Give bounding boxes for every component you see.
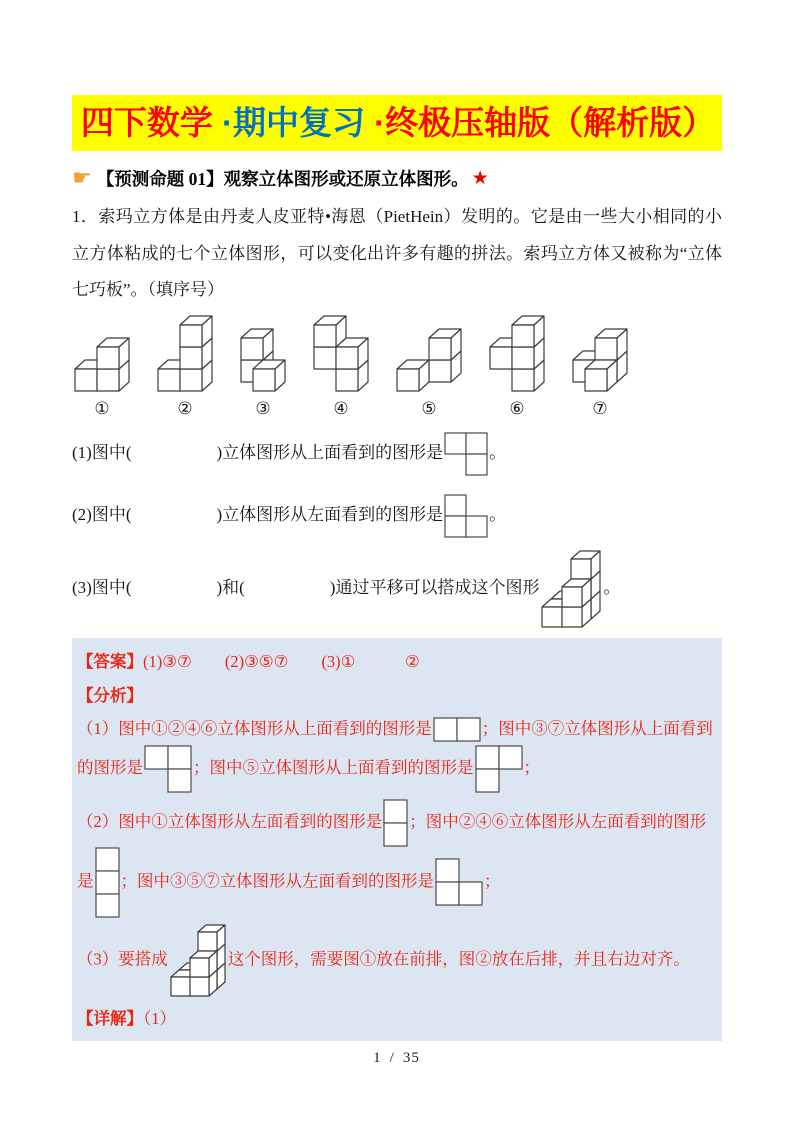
page-number: 1 [373,1050,382,1066]
view-shape [475,745,523,793]
view-shape [144,745,192,793]
text-run: ； [523,757,540,777]
title-part-midterm: ·期中复习 [222,104,375,141]
cube-figure-7 [572,328,628,397]
answer-label: 【答案】 [77,651,143,671]
figure-label-1: ① [94,398,110,419]
cube-figure-2 [157,315,213,397]
text-run: （1）图中①②④⑥立体图形从上面看到的图形是 [77,718,432,738]
text-run: (2)图中( )立体图形从左面看到的图形是 [72,504,444,524]
figure-cell-5 [396,328,462,418]
figure-label-6: ⑥ [509,398,525,419]
text-run: ；图中⑤立体图形从上面看到的图形是 [193,757,474,777]
cube-figure-4 [313,315,369,397]
text-run: 。 [489,442,507,462]
figure-label-5: ⑤ [421,398,437,419]
sub-question-2 [72,494,722,538]
detail-line [77,1005,714,1029]
text-run: 这个图形，需要图①放在前排，图②放在后排，并且右边对齐。 [227,948,690,968]
cube-figure-1 [74,337,130,397]
view-shape [433,712,481,745]
view-shape [435,858,483,906]
cube-figure [541,550,601,628]
analysis-paragraph-1 [77,712,714,793]
text-run: 。 [489,504,507,524]
pointing-finger-icon: ☛ [72,165,92,191]
figure-cell-7 [572,328,628,418]
question-intro: 1．索玛立方体是由丹麦人皮亚特•海恩（PietHein）发明的。它是由一些大小相同的小立方体粘成的七个立体图形，可以变化出许多有趣的拼法。索玛立方体又被称为“立体七巧板”。（填序号） [72,207,722,300]
text-run: (1)图中( )立体图形从上面看到的图形是 [72,442,444,462]
view-shape [383,799,408,847]
title-banner [72,95,722,151]
figure-row [74,315,722,418]
text-run: ；图中③⑤⑦立体图形从左面看到的图形是 [120,870,434,890]
figure-cell-6 [489,315,545,418]
figure-cell-3 [240,328,286,418]
figure-label-3: ③ [255,398,271,419]
topic-header [72,166,722,191]
page-separator: / [389,1050,395,1066]
figure-label-2: ② [177,398,193,419]
text-run: ；图中②④⑥立体图形从左面看到的图形是 [77,811,707,890]
title-part-math: 四下数学 [80,104,222,141]
text-run: （3）要搭成 [77,948,168,968]
text-run: （2）图中①立体图形从左面看到的图形是 [77,811,383,831]
figure-label-7: ⑦ [592,398,608,419]
page-footer [0,1050,793,1067]
view-shape [95,847,120,918]
figure-cell-1 [74,337,130,418]
cube-figure-5 [396,328,462,397]
figure-cell-2 [157,315,213,418]
answer-box [72,638,722,1041]
sub-question-1 [72,432,722,476]
answer-values: (1)③⑦ (2)③⑤⑦ (3)① ② [143,651,420,671]
topic-title: 【预测命题 01】观察立体图形或还原立体图形。 [96,169,469,189]
text-run: (3)图中( )和( )通过平移可以搭成这个图形 [72,577,540,597]
figure-cell-4 [313,315,369,418]
detail-text: （1） [143,1008,176,1028]
figure-label-4: ④ [333,398,349,419]
answer-line [77,648,714,672]
sub-question-3 [72,550,722,628]
analysis-label: 【分析】 [77,685,143,705]
star-icon: ★ [471,167,489,189]
cube-figure-3 [240,328,286,397]
page-total: 35 [402,1050,420,1066]
view-shape [444,432,488,476]
analysis-paragraph-2 [77,799,714,918]
detail-label: 【详解】 [77,1008,143,1028]
title-part-edition: ·终极压轴版（解析版） [374,104,716,141]
text-run: ； [484,870,501,890]
text-run: ；图中③⑦立体图形从上面看到的图形是 [77,718,713,777]
text-run: 。 [603,577,621,597]
cube-figure [170,924,226,997]
analysis-paragraph-3 [77,924,714,997]
cube-figure-6 [489,315,545,397]
view-shape [444,494,488,538]
worksheet-page [72,0,722,1041]
